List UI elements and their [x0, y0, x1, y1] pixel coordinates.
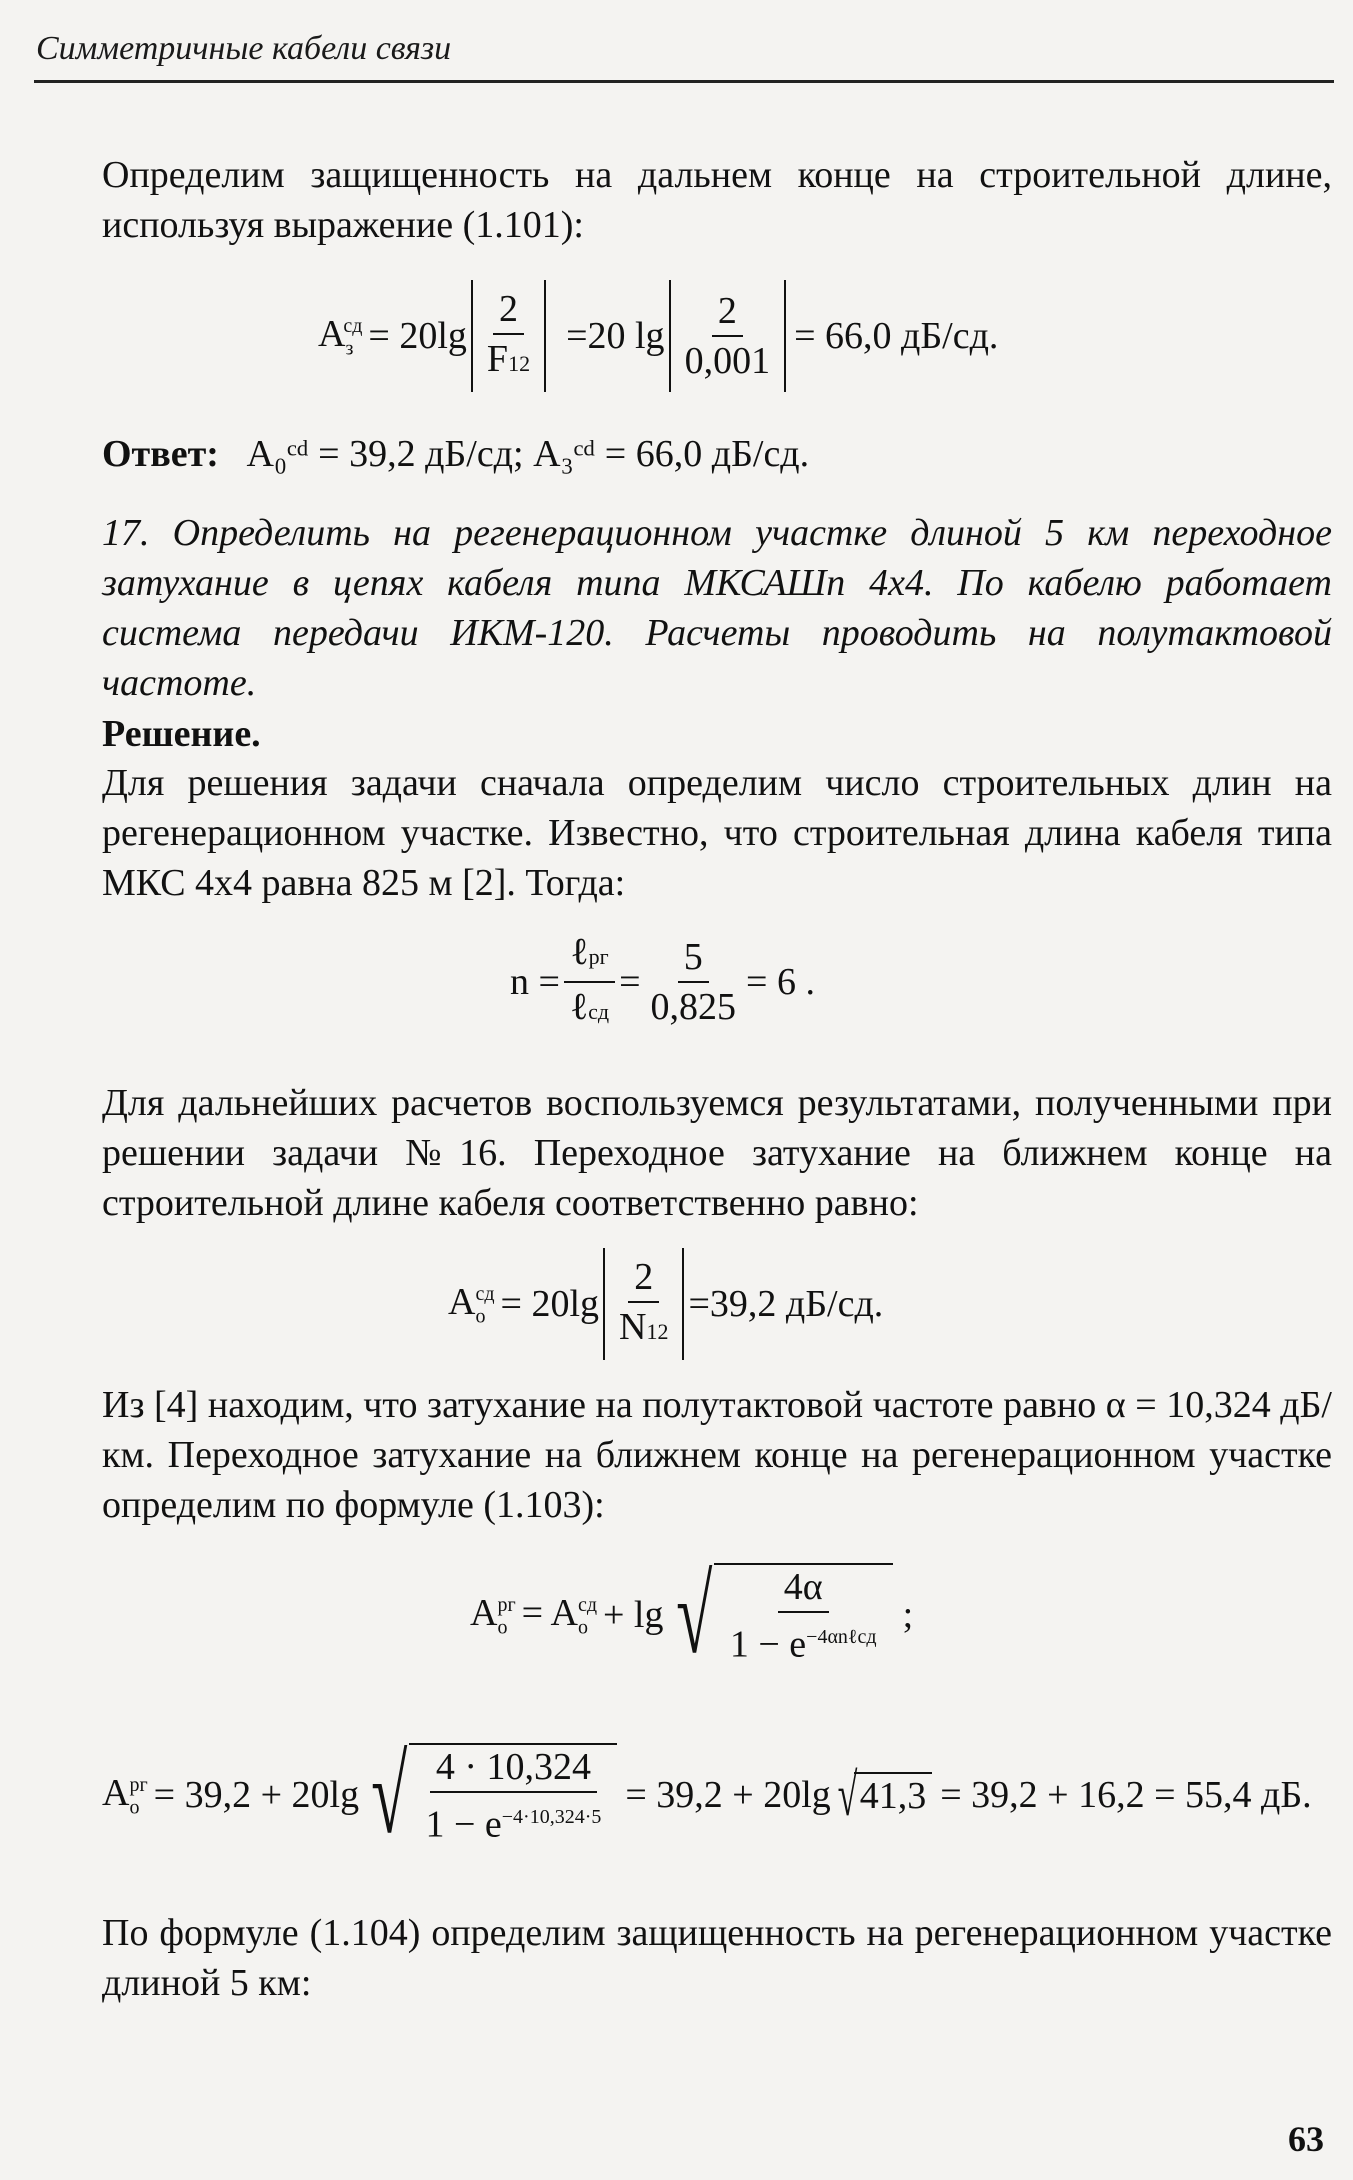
- f3-eq: = 20lg: [500, 1283, 600, 1325]
- f2-frac2: $\frac{5}{0,825}$: [650, 936, 737, 1028]
- f1-abs1: [471, 280, 546, 392]
- f1-abs2: [669, 280, 787, 392]
- formula-1-103: [470, 1554, 914, 1676]
- f2-result: = 6 .: [746, 961, 815, 1003]
- paragraph-solution: Для решения задачи сначала определим число строительных длин на регенерационном участке. Известно, что строительная длина кабеля типа МКС 4х4 равна 825 м [2]. Тогда:: [102, 762, 1332, 904]
- paragraph-intro: Определим защищенность на дальнем конце на строительной длине, используя выражение (1.101):: [102, 154, 1332, 246]
- f5-result: = 39,2 + 16,2 = 55,4 дБ.: [940, 1774, 1312, 1816]
- f5-lhs: $A_о^{рг}$: [102, 1771, 148, 1819]
- f1-eq1: = 20lg: [368, 315, 467, 357]
- f4-sqrt: √ $\frac{4\alpha}{1 - e^{-4\alpha n\ell сд}}$: [664, 1560, 893, 1670]
- f3-abs: $\frac{2}{N12}$: [603, 1248, 684, 1360]
- f2-frac1: $\frac{\text{ℓрг}}{\text{ℓсд}}$: [564, 930, 615, 1034]
- f5-mid: = 39,2 + 20lg: [625, 1774, 831, 1816]
- f2-lhs: n =: [510, 961, 560, 1003]
- f1-eq2: =20 lg: [566, 315, 665, 357]
- f1-den2: 0,001: [684, 340, 771, 382]
- formula-near-end-attenuation: [448, 1248, 883, 1360]
- f5-eq: = 39,2 + 20lg: [153, 1774, 360, 1816]
- f5-sqrt1: √ $\frac{4 \cdot 10,324}{1 - e^{-4\cdot 10,324\cdot 5}}$: [359, 1740, 617, 1850]
- answer-line: [102, 432, 809, 476]
- formula-number-of-lengths: [510, 930, 815, 1034]
- paragraph-attenuation: Из [4] находим, что затухание на полутактовой частоте равно α = 10,324 дБ/км. Переходное затухание на ближнем конце на регенерационном участке определим по формуле (1.103):: [102, 1384, 1332, 1526]
- f1-den1: F12: [486, 337, 531, 380]
- answer-label: Ответ:: [102, 433, 219, 475]
- running-header: Симметричные кабели связи: [36, 30, 452, 67]
- f3-result: =39,2 дБ/сд.: [688, 1283, 884, 1325]
- f1-lhs: $A_з^{сд}$: [318, 312, 363, 360]
- f1-result: = 66,0 дБ/сд.: [794, 315, 999, 357]
- f4-end: ;: [902, 1594, 914, 1636]
- paragraph-formula-1-104: По формуле (1.104) определим защищенность на регенерационном участке длиной 5 км:: [102, 1912, 1332, 2004]
- f2-eq: =: [619, 961, 641, 1003]
- formula-calculation: [102, 1734, 1312, 1856]
- f4-lhs: $A_о^{рг}$: [470, 1591, 516, 1639]
- f4-plus: + lg: [603, 1594, 664, 1636]
- f1-num1: 2: [493, 287, 524, 335]
- f4-eq: = $A_о^{сд}$: [521, 1591, 597, 1639]
- page-number: 63: [1288, 2119, 1324, 2159]
- f3-lhs: $A_о^{сд}$: [448, 1280, 495, 1328]
- solution-label: Решение.: [102, 713, 261, 755]
- f5-sqrt2: √ 41,3: [831, 1765, 932, 1825]
- answer-text: A₀ᶜᵈ = 39,2 дБ/сд; A₃ᶜᵈ = 66,0 дБ/сд.: [246, 433, 810, 475]
- task-17: 17. Определить на регенерационном участке длиной 5 км переходное затухание в цепях кабеля типа МКСАШп 4х4. По кабелю работает система передачи ИКМ-120. Расчеты проводить на полутактовой частоте.: [102, 512, 1332, 704]
- header-rule: [34, 80, 1334, 83]
- f1-num2: 2: [712, 289, 743, 337]
- paragraph-further: Для дальнейших расчетов воспользуемся результатами, полученными при решении задачи №16. Переходное затухание на ближнем конце на строительной длине кабеля соответственно равно:: [102, 1082, 1332, 1224]
- formula-protection-far-end: [318, 280, 998, 392]
